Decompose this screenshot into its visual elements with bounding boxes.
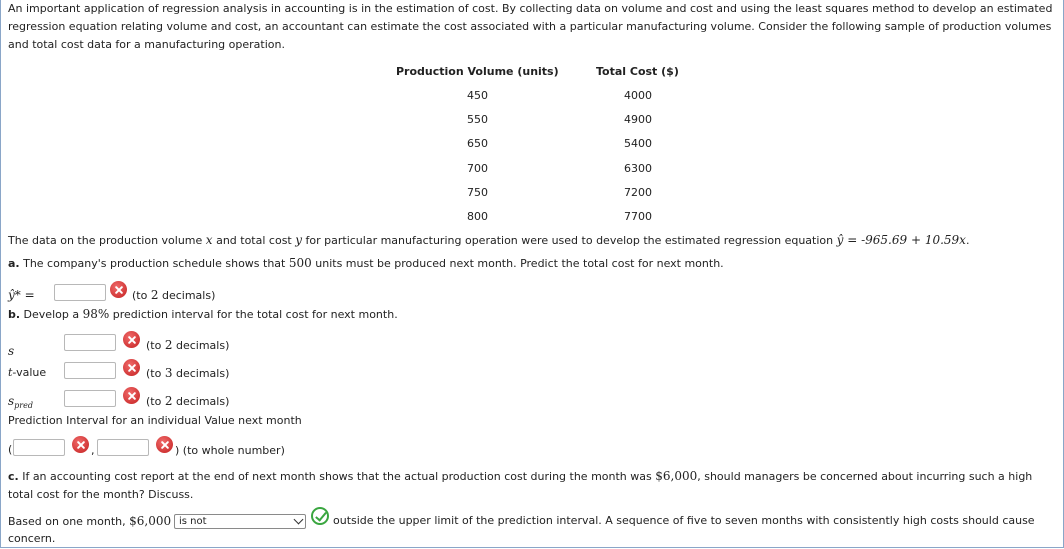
is-not-select[interactable]: is not [174, 514, 306, 529]
x-circle-icon [110, 281, 127, 298]
s-label: s [8, 344, 15, 358]
table-cell: 4000 [624, 89, 652, 102]
table-header-volume: Production Volume (units) [396, 65, 559, 78]
regression-equation: ŷ = -965.69 + 10.59x [836, 233, 966, 247]
answer-continuation: concern. [8, 532, 56, 545]
intro-text: An important application of regression analysis in accounting is in the estimation of cost. By collecting data on volume and cost and using the least squares method to develop an estimated regression equation relating volume and cost, an accountant can estimate the cost associated with a particular manufacturing volume. Consider the following sample of production volumes and total cost data for a manufacturing operation. [8, 2, 1053, 51]
s-pred-label: $s_{pred}$ [8, 394, 33, 411]
x-circle-icon [156, 436, 173, 453]
table-header-cost: Total Cost ($) [596, 65, 679, 78]
table-cell: 5400 [624, 137, 652, 150]
table-cell: 7200 [624, 186, 652, 199]
interval-lower-input[interactable] [13, 439, 65, 456]
x-circle-icon [72, 436, 89, 453]
prediction-interval-title: Prediction Interval for an individual Value next month [8, 414, 302, 427]
regression-sentence: The data on the production volume x and total cost y for particular manufacturing operation were used to develop the estimated regression equation ŷ = -965.69 + 10.59x. [8, 233, 970, 247]
s-input[interactable] [64, 334, 116, 351]
part-b-question: b. Develop a 98% prediction interval for the total cost for next month. [8, 307, 398, 321]
table-cell: 650 [467, 137, 488, 150]
answer-prefix: Based on one month, $6,000 [8, 514, 172, 528]
t-value-label: t-value [8, 366, 47, 379]
check-circle-icon [311, 507, 329, 525]
y-star-label: ŷ* = [8, 288, 35, 302]
s-pred-input[interactable] [64, 390, 116, 407]
chevron-down-icon [294, 515, 304, 525]
predicted-cost-input[interactable] [54, 284, 106, 301]
part-a-question: a. The company's production schedule shows that 500 units must be produced next month. Predict the total cost for next month. [8, 256, 724, 270]
table-cell: 4900 [624, 113, 652, 126]
hint-decimals: (to 2 decimals) [146, 394, 230, 408]
hint-decimals: (to 2 decimals) [132, 288, 216, 302]
comma: , [91, 444, 95, 457]
table-cell: 6300 [624, 162, 652, 175]
table-cell: 750 [467, 186, 488, 199]
x-circle-icon [123, 331, 140, 348]
answer-suffix: outside the upper limit of the prediction interval. A sequence of five to seven months with consistently high costs should cause [333, 514, 1035, 527]
hint-decimals: (to 3 decimals) [146, 366, 230, 380]
table-cell: 450 [467, 89, 488, 102]
interval-upper-input[interactable] [97, 439, 149, 456]
table-cell: 800 [467, 210, 488, 223]
table-cell: 700 [467, 162, 488, 175]
x-circle-icon [123, 387, 140, 404]
hint-whole-number: ) (to whole number) [175, 444, 285, 457]
table-cell: 7700 [624, 210, 652, 223]
t-value-input[interactable] [64, 362, 116, 379]
table-cell: 550 [467, 113, 488, 126]
part-c-question: c. If an accounting cost report at the end of next month shows that the actual production cost during the month was $6,000, should managers be concerned about incurring such a high total cost for the month? Discuss. [8, 469, 1033, 501]
x-circle-icon [123, 359, 140, 376]
hint-decimals: (to 2 decimals) [146, 338, 230, 352]
open-paren: ( [8, 443, 13, 456]
